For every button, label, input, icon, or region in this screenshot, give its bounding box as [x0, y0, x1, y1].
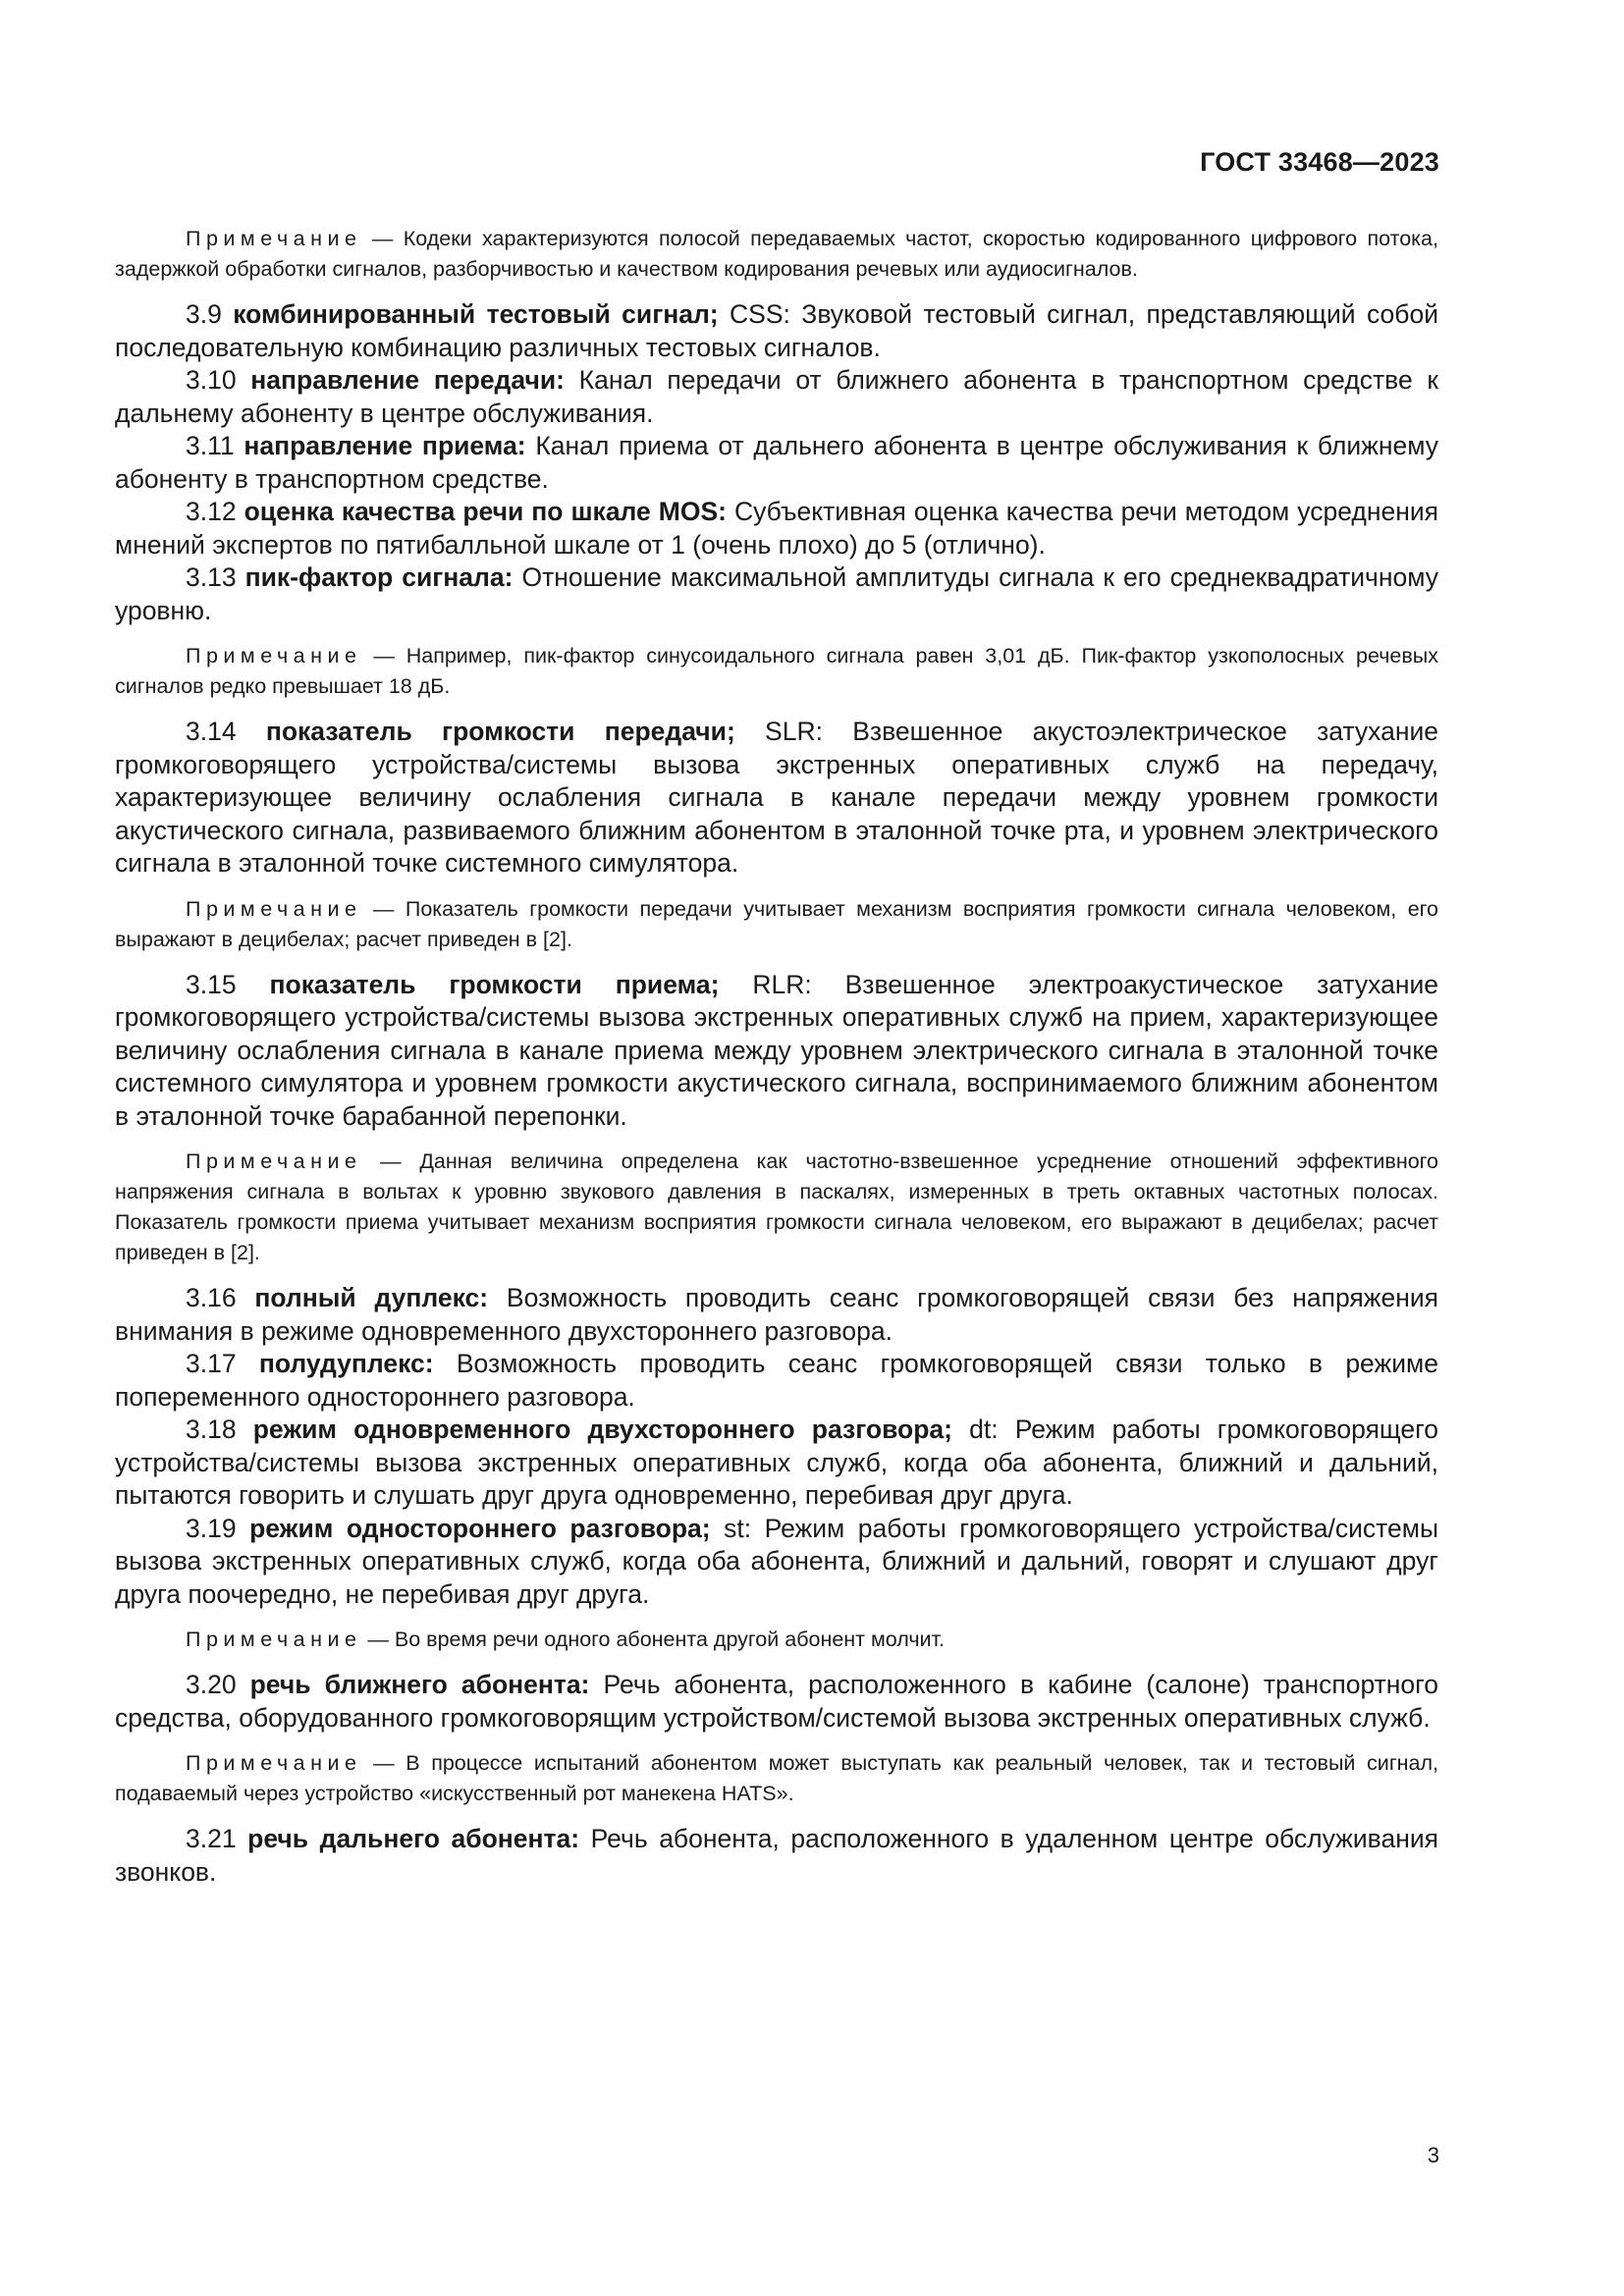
term-3-16: 3.16 полный дуплекс: Возможность проводить сеанс громкоговорящей связи без напряжения внимания в режиме одновременного двухстороннего разговора.	[115, 1283, 1438, 1346]
term-title: речь дальнего абонента:	[247, 1824, 580, 1853]
term-definition: Отношение максимальной амплитуды сигнала к его среднеквадратичному уровню.	[115, 562, 1438, 625]
note-label: Примечание	[186, 896, 362, 921]
term-definition: Канал передачи от ближнего абонента в транспортном средстве к дальнему абоненту в центре обслуживания.	[115, 365, 1438, 428]
note-text: Показатель громкости передачи учитывает механизм восприятия громкости сигнала человеком, его выражают в децибелах; расчет приведен в [2].	[115, 896, 1438, 951]
document-header: ГОСТ 33468—2023	[1200, 147, 1439, 177]
note-paragraph: Примечание — Данная величина определена как частотно-взвешенное усреднение отношений эффективного напряжения сигнала в вольтах к уровню звукового давления в паскалях, измеренных в треть октавных частотных полосах. Показатель громкости приема учитывает механизм восприятия громкости сигнала человеком, его выражают в децибелах; расчет приведен в [2].	[115, 1149, 1438, 1264]
term-3-20: 3.20 речь ближнего абонента: Речь абонента, расположенного в кабине (салоне) транспортного средства, оборудованного громкоговорящим устройством/системой вызова экстренных оперативных служб.	[115, 1670, 1438, 1733]
term-3-11: 3.11 направление приема: Канал приема от дальнего абонента в центре обслуживания к ближнему абоненту в транспортном средстве.	[115, 431, 1438, 494]
note-text: Во время речи одного абонента другой абонент молчит.	[394, 1628, 945, 1651]
note-paragraph: Примечание — Кодеки характеризуются полосой передаваемых частот, скоростью кодированного цифрового потока, задержкой обработки сигналов, разборчивостью и качеством кодирования речевых или аудиосигналов.	[115, 227, 1438, 281]
note-label: Примечание	[186, 1628, 362, 1651]
term-3-15: 3.15 показатель громкости приема; RLR: Взвешенное электроакустическое затухание громкоговорящего устройства/системы вызова экстренных оперативных служб на прием, характеризующее величину ослабления сигнала в канале приема между уровнем электрического сигнала в эталонной точке системного симулятора и уровнем громкости акустического сигнала, воспринимаемого ближним абонентом в эталонной точке барабанной перепонки.	[115, 969, 1438, 1131]
term-definition: Возможность проводить сеанс громкоговорящей связи без напряжения внимания в режиме одновременного двухстороннего разговора.	[115, 1283, 1438, 1346]
term-title: речь ближнего абонента:	[249, 1670, 590, 1699]
term-title: пик-фактор сигнала:	[244, 562, 514, 592]
term-3-21: 3.21 речь дальнего абонента: Речь абонента, расположенного в удаленном центре обслуживания звонков.	[115, 1824, 1438, 1887]
term-3-18: 3.18 режим одновременного двухстороннего разговора; dt: Режим работы громкоговорящего устройства/системы вызова экстренных оперативных служб, когда оба абонента, ближний и дальний, пытаются говорить и слушать друг друга одновременно, перебивая друг друга.	[115, 1415, 1438, 1510]
term-3-12: 3.12 оценка качества речи по шкале MOS: Субъективная оценка качества речи методом усреднения мнений экспертов по пятибалльной шкале от 1 (очень плохо) до 5 (отлично).	[115, 497, 1438, 560]
note-paragraph: Примечание — Например, пик-фактор синусоидального сигнала равен 3,01 дБ. Пик-фактор узкополосных речевых сигналов редко превышает 18 дБ.	[115, 644, 1438, 698]
term-3-17: 3.17 полудуплекс: Возможность проводить сеанс громкоговорящей связи только в режиме попеременного одностороннего разговора.	[115, 1349, 1438, 1412]
term-title: полудуплекс:	[258, 1349, 434, 1378]
note-label: Примечание	[186, 1149, 362, 1173]
term-3-13: 3.13 пик-фактор сигнала: Отношение максимальной амплитуды сигнала к его среднеквадратичному уровню.	[115, 562, 1438, 625]
term-3-19: 3.19 режим одностороннего разговора; st: Режим работы громкоговорящего устройства/системы вызова экстренных оперативных служб, когда оба абонента, ближний и дальний, говорят и слушают друг друга поочередно, не перебивая друг друга.	[115, 1513, 1438, 1609]
term-title: комбинированный тестовый сигнал;	[233, 299, 719, 329]
note-text: Например, пик-фактор синусоидального сигнала равен 3,01 дБ. Пик-фактор узкополосных речевых сигналов редко превышает 18 дБ.	[115, 644, 1438, 698]
term-definition: st: Режим работы громкоговорящего устройства/системы вызова экстренных оперативных служб, когда оба абонента, ближний и дальний, говорят и слушают друг друга поочередно, не перебивая друг друга.	[115, 1513, 1438, 1609]
note-label: Примечание	[186, 227, 362, 250]
term-3-14: 3.14 показатель громкости передачи; SLR: Взвешенное акустоэлектрическое затухание громкоговорящего устройства/системы вызова экстренных оперативных служб на передачу, характеризующее величину ослабления сигнала в канале передачи между уровнем громкости акустического сигнала, развиваемого ближним абонентом в эталонной точке рта, и уровнем электрического сигнала в эталонной точке системного симулятора.	[115, 717, 1438, 878]
term-title: оценка качества речи по шкале MOS:	[244, 497, 727, 526]
term-definition: CSS: Звуковой тестовый сигнал, представляющий собой последовательную комбинацию различных тестовых сигналов.	[115, 299, 1438, 362]
term-title: показатель громкости приема;	[269, 969, 720, 999]
term-definition: Речь абонента, расположенного в удаленном центре обслуживания звонков.	[115, 1824, 1438, 1887]
term-title: режим одновременного двухстороннего разговора;	[252, 1415, 952, 1444]
term-definition: SLR: Взвешенное акустоэлектрическое затухание громкоговорящего устройства/системы вызова экстренных оперативных служб на передачу, характеризующее величину ослабления сигнала в канале передачи между уровнем громкости акустического сигнала, развиваемого ближним абонентом в эталонной точке рта, и уровнем электрического сигнала в эталонной точке системного симулятора.	[115, 717, 1438, 878]
term-definition: Субъективная оценка качества речи методом усреднения мнений экспертов по пятибалльной шкале от 1 (очень плохо) до 5 (отлично).	[115, 497, 1438, 560]
note-paragraph: Примечание — В процессе испытаний абонентом может выступать как реальный человек, так и тестовый сигнал, подаваемый через устройство «искусственный рот манекена HATS».	[115, 1751, 1439, 1805]
term-3-9: 3.9 комбинированный тестовый сигнал; CSS: Звуковой тестовый сигнал, представляющий собой последовательную комбинацию различных тестовых сигналов.	[115, 299, 1438, 362]
term-title: полный дуплекс:	[254, 1283, 489, 1312]
term-title: показатель громкости передачи;	[265, 717, 735, 746]
term-definition: Канал приема от дальнего абонента в центре обслуживания к ближнему абоненту в транспортном средстве.	[115, 431, 1438, 494]
note-label: Примечание	[186, 644, 362, 667]
term-title: направление приема:	[244, 431, 526, 460]
note-paragraph: Примечание — Показатель громкости передачи учитывает механизм восприятия громкости сигнала человеком, его выражают в децибелах; расчет приведен в [2].	[115, 896, 1438, 951]
term-3-10: 3.10 направление передачи: Канал передачи от ближнего абонента в транспортном средстве к дальнему абоненту в центре обслуживания.	[115, 365, 1438, 428]
term-definition: Речь абонента, расположенного в кабине (салоне) транспортного средства, оборудованного громкоговорящим устройством/системой вызова экстренных оперативных служб.	[115, 1670, 1438, 1733]
page-number: 3	[1427, 2143, 1439, 2167]
note-text: Данная величина определена как частотно-взвешенное усреднение отношений эффективного напряжения сигнала в вольтах к уровню звукового давления в паскалях, измеренных в треть октавных частотных полосах. Показатель громкости приема учитывает механизм восприятия громкости сигнала человеком, его выражают в децибелах; расчет приведен в [2].	[115, 1149, 1438, 1264]
term-title: режим одностороннего разговора;	[249, 1513, 711, 1543]
document-body	[115, 224, 1438, 1889]
note-label: Примечание	[186, 1751, 362, 1775]
note-paragraph: Примечание — Во время речи одного абонента другой абонент молчит.	[186, 1628, 945, 1651]
note-text: В процессе испытаний абонентом может выступать как реальный человек, так и тестовый сигнал, подаваемый через устройство «искусственный рот манекена HATS».	[115, 1751, 1439, 1805]
term-definition: dt: Режим работы громкоговорящего устройства/системы вызова экстренных оперативных служб, когда оба абонента, ближний и дальний, пытаются говорить и слушать друг друга одновременно, перебивая друг друга.	[115, 1415, 1438, 1510]
note-text: Кодеки характеризуются полосой передаваемых частот, скоростью кодированного цифрового потока, задержкой обработки сигналов, разборчивостью и качеством кодирования речевых или аудиосигналов.	[115, 227, 1438, 281]
term-definition: RLR: Взвешенное электроакустическое затухание громкоговорящего устройства/системы вызова экстренных оперативных служб на прием, характеризующее величину ослабления сигнала в канале приема между уровнем электрического сигнала в эталонной точке системного симулятора и уровнем громкости акустического сигнала, воспринимаемого ближним абонентом в эталонной точке барабанной перепонки.	[115, 969, 1438, 1131]
term-title: направление передачи:	[250, 365, 565, 395]
term-definition: Возможность проводить сеанс громкоговорящей связи только в режиме попеременного одностороннего разговора.	[115, 1349, 1438, 1412]
